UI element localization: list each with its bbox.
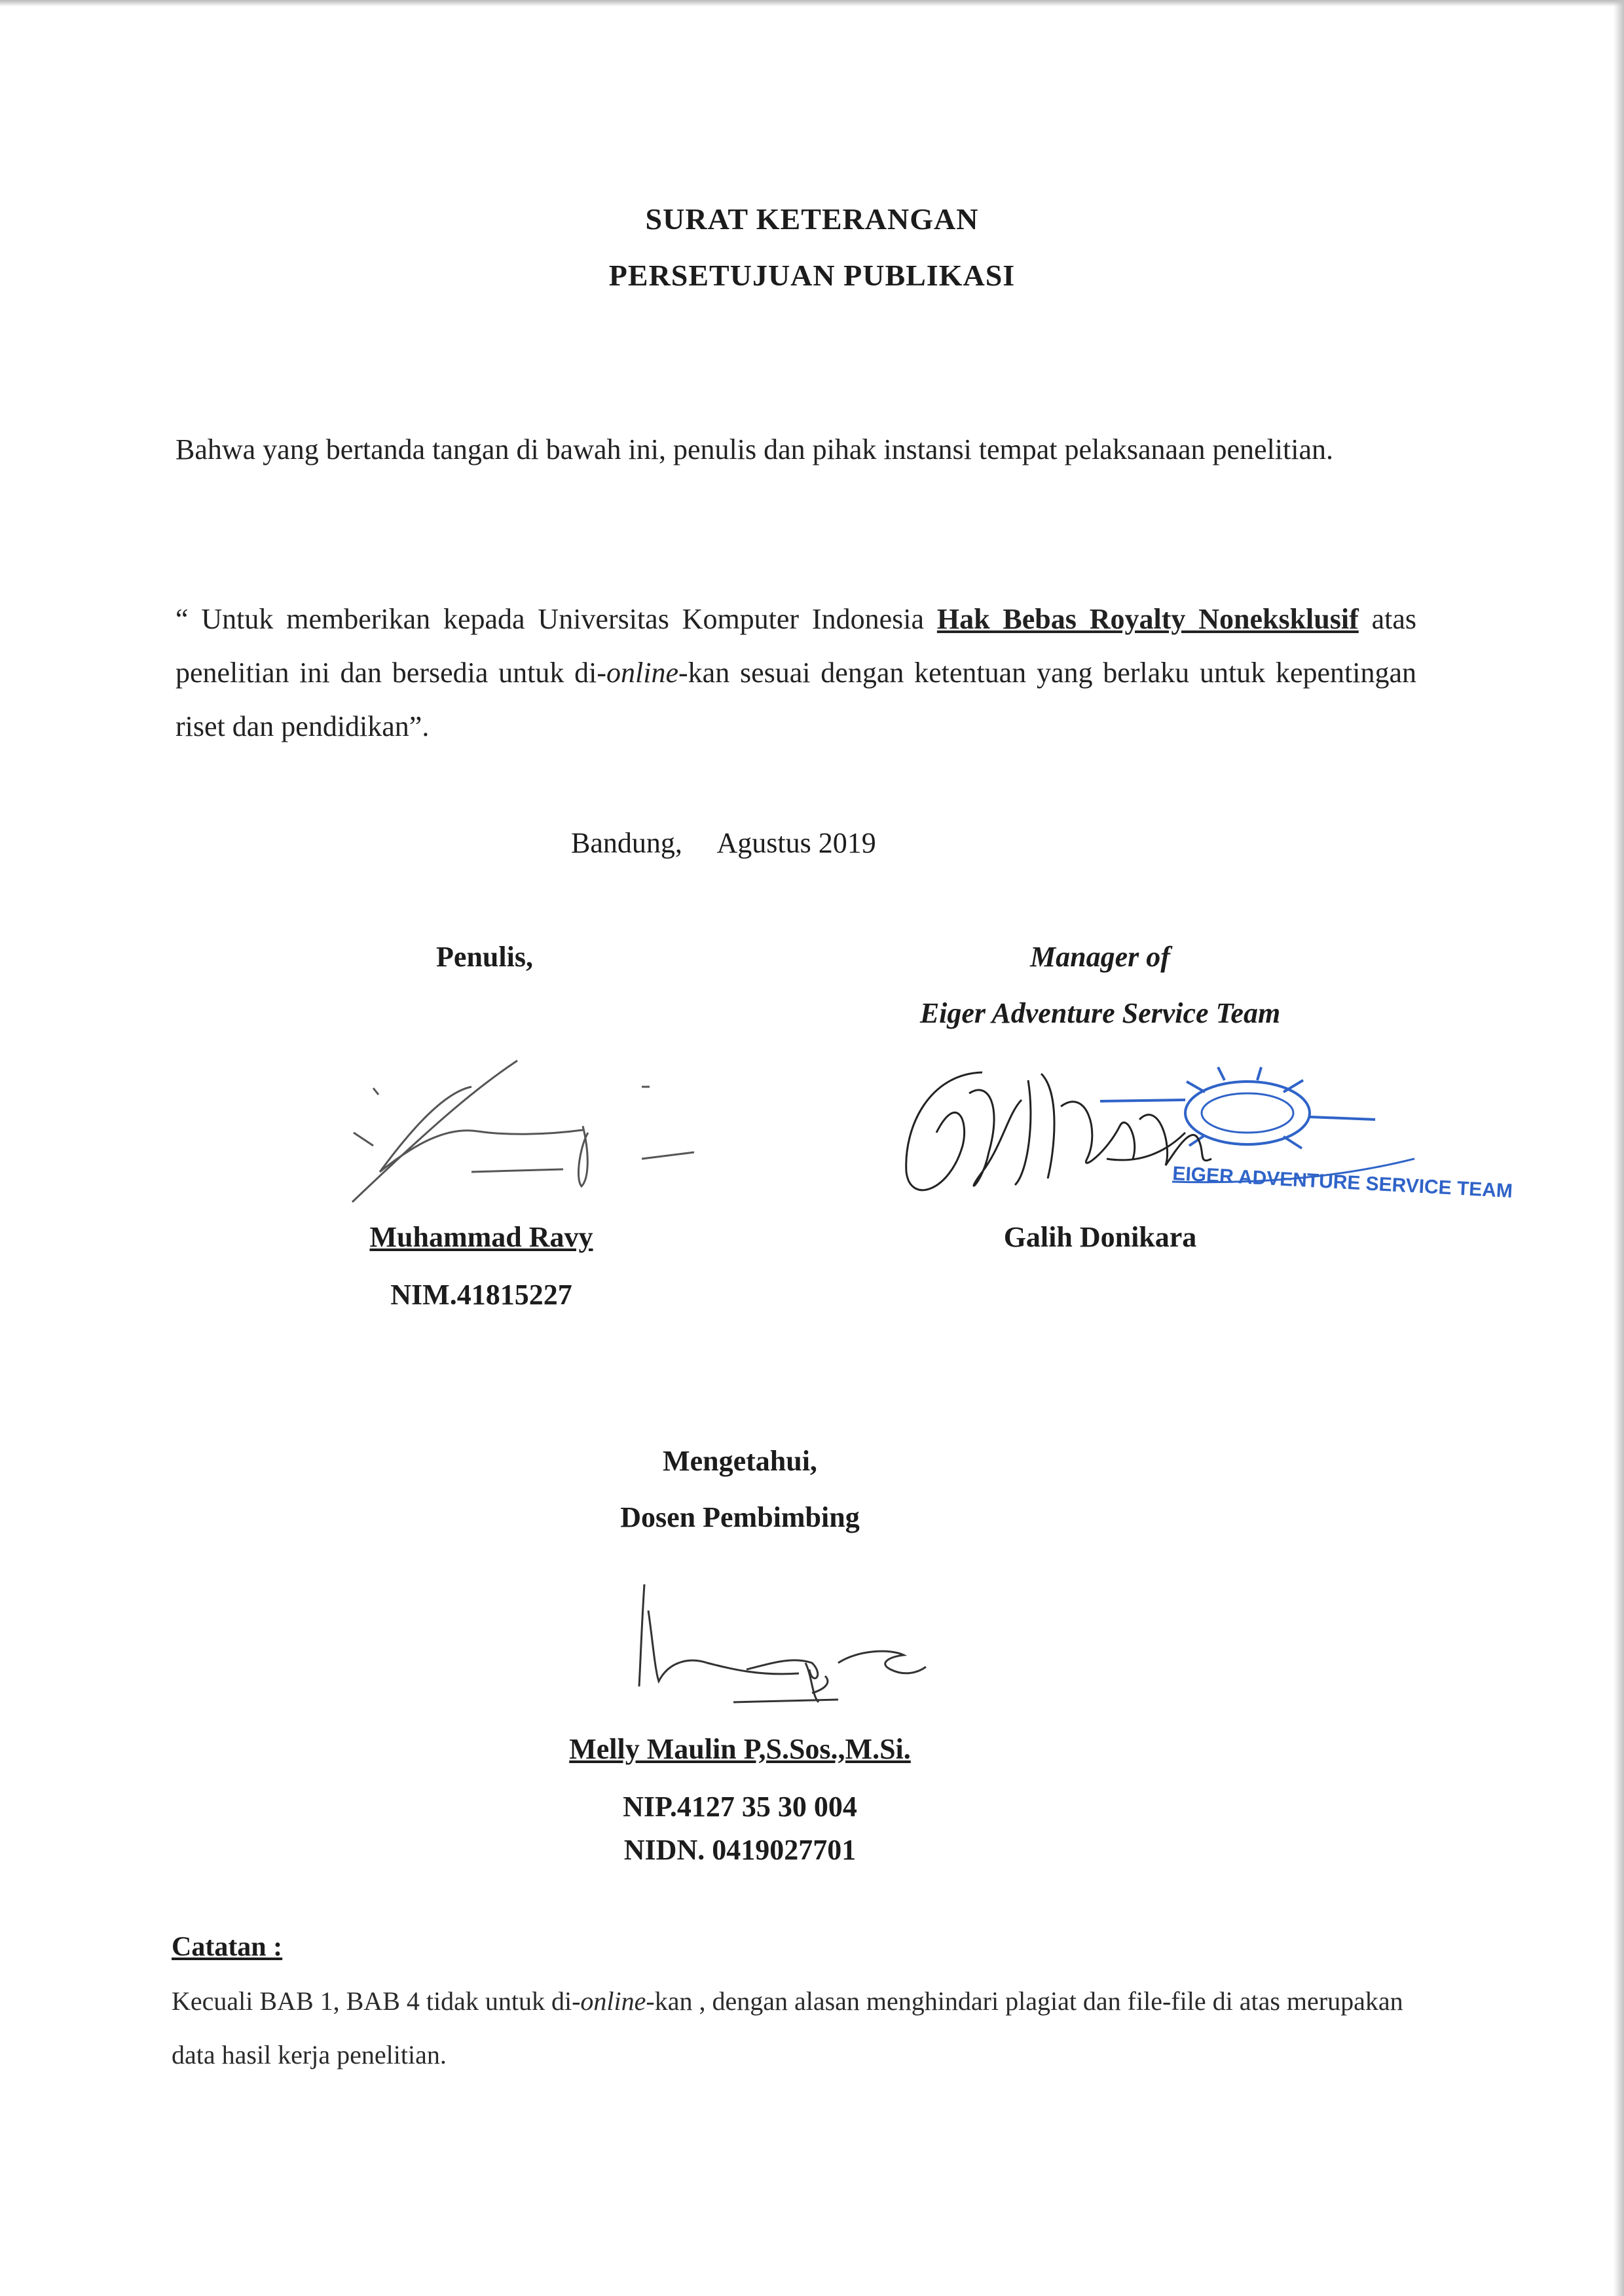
supervisor-signature — [616, 1571, 1008, 1728]
writer-id: NIM.41815227 — [390, 1279, 572, 1311]
note-text: Kecuali BAB 1, BAB 4 tidak untuk di-online-kan , dengan alasan menghindari plagiat dan file-file di atas merupakan data hasil kerja penelitian. — [172, 1986, 1403, 2069]
intro-paragraph: Bahwa yang bertanda tangan di bawah ini, penulis dan pihak instansi tempat pelaksanaan penelitian. — [175, 433, 1334, 465]
writer-heading: Penulis, — [436, 941, 533, 973]
stamp-text: EIGER ADVENTURE SERVICE TEAM — [1172, 1163, 1513, 1203]
writer-signature — [327, 1048, 720, 1218]
note-label: Catatan : — [172, 1932, 283, 1962]
manager-signature-stamp — [891, 1054, 1513, 1224]
document-subtitle: PERSETUJUAN PUBLIKASI — [608, 259, 1016, 292]
eiger-stamp — [1100, 1067, 1414, 1182]
manager-heading-2: Eiger Adventure Service Team — [919, 997, 1281, 1029]
statement-paragraph: “ Untuk memberikan kepada Universitas Komputer Indonesia Hak Bebas Royalty Noneksklusif atas penelitian ini dan bersedia untuk di-online-kan sesuai dengan ketentuan yang berlaku untuk kepentingan riset dan pendidikan”. — [175, 603, 1417, 742]
manager-heading-1: Manager of — [1030, 941, 1170, 973]
supervisor-name: Melly Maulin P,S.Sos.,M.Si. — [569, 1733, 911, 1765]
scan-edge-right — [1614, 0, 1624, 2296]
writer-name: Muhammad Ravy — [369, 1221, 593, 1253]
document-title: SURAT KETERANGAN — [645, 202, 979, 236]
scan-edge-top — [0, 0, 1624, 7]
license-term: Hak Bebas Royalty Noneksklusif — [936, 603, 1359, 635]
manager-name: Galih Donikara — [1003, 1221, 1197, 1253]
supervisor-nip: NIP.4127 35 30 004 — [623, 1791, 857, 1823]
acknowledge-line1: Mengetahui, — [663, 1445, 817, 1477]
acknowledge-line2: Dosen Pembimbing — [620, 1501, 860, 1533]
supervisor-nidn: NIDN. 0419027701 — [623, 1834, 857, 1866]
place-date: Bandung, Agustus 2019 — [571, 827, 876, 859]
